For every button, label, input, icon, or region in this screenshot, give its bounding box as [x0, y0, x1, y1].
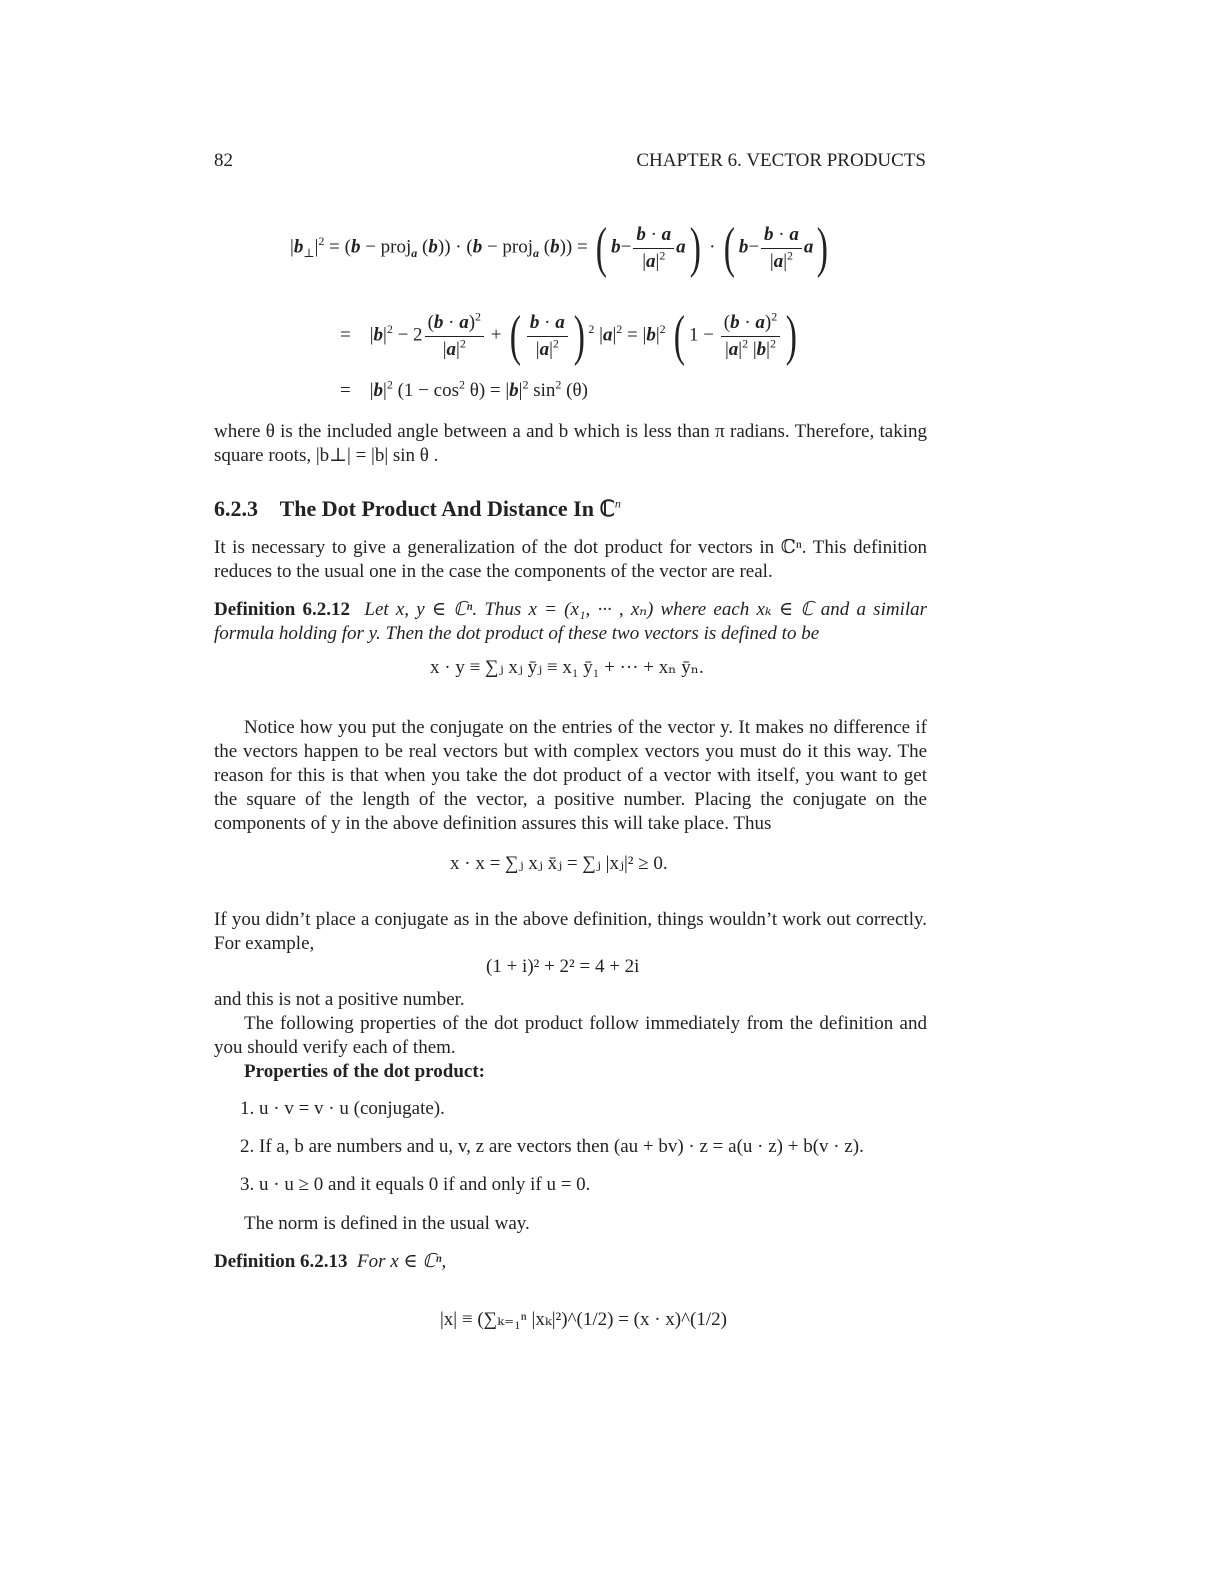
paragraph-norm: The norm is defined in the usual way. — [244, 1213, 530, 1234]
paragraph-if-not: If you didn’t place a conjugate as in the above definition, things wouldn’t work out correctly. For example, — [214, 909, 927, 954]
property-item-1: 1. u · v = v · u (conjugate). — [240, 1098, 445, 1119]
paragraph-included-angle: where θ is the included angle between a and b which is less than π radians. Therefore, taking square roots, |b⊥| = |b| sin θ . — [214, 421, 927, 466]
definition-6-2-13 — [214, 1250, 927, 1274]
definition-label: Definition 6.2.12 — [214, 599, 350, 620]
definition-body: Let x, y ∈ ℂⁿ. Thus x = (x₁, ··· , xₙ) where each xₖ ∈ ℂ and a similar formula holding for y. Then the dot product of these two vectors is defined to be — [214, 599, 928, 644]
section-number: 6.2.3 — [214, 496, 258, 521]
definition-body-2: For x ∈ ℂⁿ, — [357, 1251, 447, 1272]
paragraph-generalization: It is necessary to give a generalization of the dot product for vectors in ℂⁿ. This definition reduces to the usual one in the case the components of the vector are real. — [214, 537, 927, 582]
definition-label-2: Definition 6.2.13 — [214, 1251, 348, 1272]
property-item-2: 2. If a, b are numbers and u, v, z are vectors then (au + bv) · z = a(u · z) + b(v · z). — [240, 1136, 864, 1157]
paragraph-following: The following properties of the dot product follow immediately from the definition and you should verify each of them. — [214, 1013, 927, 1058]
section-heading — [214, 496, 621, 522]
equation-b-perp-line2: = $|b|^2 - 2$ $\frac{(b \cdot a)^2}{|a|^2}$ + ( $\frac{b \cdot a}{|a|^2}$ ) $^2$ $|a|^2 = |b|^2$ ( 1 − $\frac{(b \cdot a)^2}{|a|^2 |b|^2}$ ) — [340, 305, 798, 367]
equation-b-perp-line3: = $|b|^2$ $(1 - \cos^2 \theta) = |b|^2$ $\sin^2 (\theta)$ — [340, 377, 588, 401]
section-title: The Dot Product And Distance In ℂ — [279, 496, 615, 521]
paragraph-not-positive: and this is not a positive number. — [214, 989, 465, 1010]
equation-b-perp-line1: $|b_\perp|^2 = (b$ − proj$_a$ (b)) · (b − proj$_a$ (b)) = ( b− $\frac{b \cdot a}{|a|^2}$ a) · ( b− $\frac{b \cdot a}{|a|^2}$ a) — [290, 217, 829, 279]
running-title: CHAPTER 6. VECTOR PRODUCTS — [636, 150, 926, 171]
equation-dot-product: x · y ≡ ∑ⱼ xⱼ ȳⱼ ≡ x₁ ȳ₁ + ··· + xₙ ȳₙ. — [430, 657, 704, 678]
equation-norm: |x| ≡ (∑ₖ₌₁ⁿ |xₖ|²)^(1/2) = (x · x)^(1/2) — [440, 1309, 727, 1330]
equation-example: (1 + i)² + 2² = 4 + 2i — [486, 956, 640, 977]
property-item-3: 3. u · u ≥ 0 and it equals 0 if and only if u = 0. — [240, 1174, 591, 1195]
page-number: 82 — [214, 150, 233, 171]
section-title-superscript: n — [614, 496, 621, 511]
equation-x-dot-x: x · x = ∑ⱼ xⱼ x̄ⱼ = ∑ⱼ |xⱼ|² ≥ 0. — [450, 853, 668, 874]
properties-heading: Properties of the dot product: — [244, 1061, 485, 1082]
paragraph-notice: Notice how you put the conjugate on the entries of the vector y. It makes no difference if the vectors happen to be real vectors but with complex vectors you must do it this way. The reason for this is that when you take the dot product of a vector with itself, you want to get the square of the length of the vector, a positive number. Placing the conjugate on the components of y in the above definition assures this will take place. Thus — [214, 717, 927, 834]
definition-6-2-12 — [214, 598, 927, 646]
